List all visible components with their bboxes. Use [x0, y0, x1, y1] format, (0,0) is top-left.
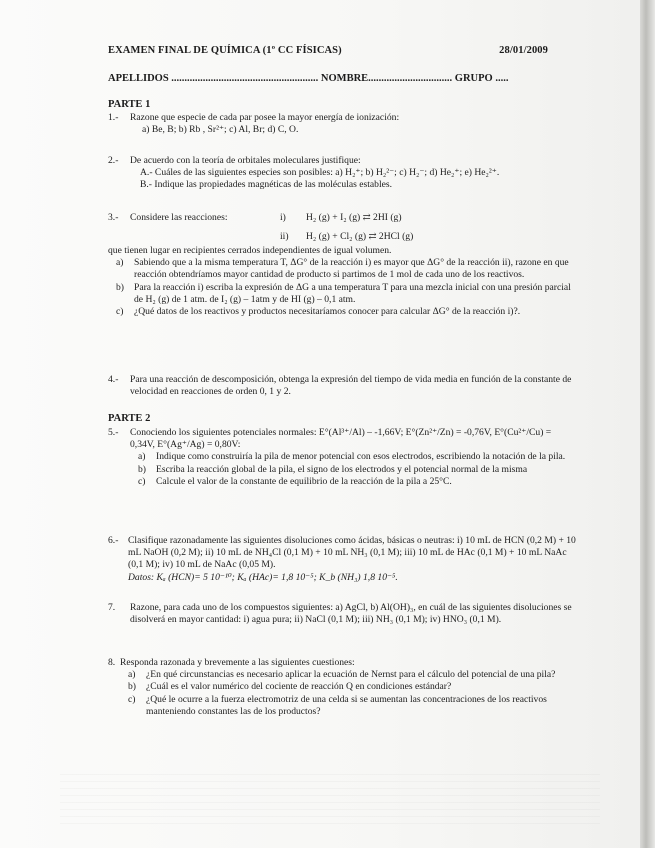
question-text: De acuerdo con la teoría de orbitales moleculares justifique: [130, 155, 361, 166]
question-text: que tienen lugar en recipientes cerrados independientes de igual volumen. [108, 245, 392, 256]
question-number: 3.- [108, 212, 119, 223]
question-text: Razone que especie de cada par posee la mayor energía de ionización: [130, 112, 400, 123]
question-part-b: b) Para la reacción i) escriba la expresión de ΔG a una temperatura T para una mezcla inicial con una presión parcial de H₂ (g) de 1 atm. de I₂ (g) – 1atm y de HI (g) – 0,1 atm. [116, 281, 571, 305]
question-1 [108, 112, 578, 136]
question-5 [108, 427, 578, 488]
question-number: 5.- [108, 427, 119, 438]
question-number: 2.- [108, 155, 119, 166]
question-part-c: c) ¿Qué le ocurre a la fuerza electromotriz de una celda si se aumentan las concentraciones de los reactivos manteniendo constantes las de los productos? [128, 693, 547, 717]
reaction-2: H₂ (g) + Cl₂ (g) ⇄ 2HCl (g) [306, 231, 414, 242]
question-text: Razone, para cada uno de los compuestos siguientes: a) AgCl, b) Al(OH)₃, en cuál de las siguientes disoluciones se disolverá en mayor cantidad: i) agua pura; ii) NaCl (0,1 M); iii) NH₃ (0,1 M); iv) HNO₃ (0,1 M). [130, 602, 572, 626]
section-title-parte-1: PARTE 1 [108, 99, 151, 110]
exam-date: 28/01/2009 [499, 45, 548, 56]
section-title-parte-2: PARTE 2 [108, 413, 151, 424]
question-3 [108, 212, 578, 318]
question-text: Responda razonada y brevemente a las siguientes cuestiones: [120, 657, 355, 668]
exam-title: EXAMEN FINAL DE QUÍMICA (1º CC FÍSICAS) [108, 45, 342, 56]
question-7 [108, 602, 578, 626]
exam-header [108, 45, 548, 56]
reaction-2-tag: ii) [280, 231, 289, 242]
question-part-c: c) Calcule el valor de la constante de equilibrio de la reacción de la pila a 25°C. [138, 475, 452, 487]
question-data: Datos: Kₐ (HCN)= 5 10⁻¹⁰; Kₐ (HAc)= 1,8 10⁻⁵; K_b (NH₃) 1,8 10⁻⁵. [128, 571, 398, 583]
question-part-a: a) Indique como construiría la pila de menor potencial con esos electrodos, escribiendo la notación de la pila. [138, 451, 566, 463]
reaction-1-tag: i) [280, 212, 286, 223]
name-fields-line: APELLIDOS ........................................................ NOMBRE................................ GRUPO ..... [108, 73, 509, 84]
question-number: 8. [108, 657, 116, 668]
question-part-a: A.- Cuáles de las siguientes especies son posibles: a) H₂⁺; b) H₂²⁻; c) H₂⁻; d) He₂⁺; e) He₂²⁺. [140, 167, 500, 179]
reaction-1: H₂ (g) + I₂ (g) ⇄ 2HI (g) [306, 212, 402, 223]
reactions-intro: Considere las reacciones: [130, 212, 228, 223]
question-text: Conociendo los siguientes potenciales normales: E°(Al³⁺/Al) – -1,66V; E°(Zn²⁺/Zn) = -0,76V, E°(Cu²⁺/Cu) = 0,34V, E°(Ag⁺/Ag) = 0,80V: [130, 427, 552, 451]
question-part-b: b) ¿Cuál es el valor numérico del cociente de reacción Q en condiciones estándar? [128, 681, 452, 693]
question-part-a: a) Sabiendo que a la misma temperatura T, ΔG° de la reacción i) es mayor que ΔG° de la reacción ii), razone en que reacción obtendríamos mayor cantidad de producto si partimos de 1 mol de cada uno de los reactivos. [116, 257, 569, 281]
scan-page-edge [640, 0, 655, 848]
question-4 [108, 374, 578, 398]
question-part-a: a) ¿En qué circunstancias es necesario aplicar la ecuación de Nernst para el cálculo del potencial de una pila? [128, 669, 556, 681]
question-2 [108, 155, 578, 192]
question-text: Clasifique razonadamente las siguientes disoluciones como ácidas, básicas o neutras: i) 10 mL de HCN (0,2 M) + 10 mL NaOH (0,2 M); ii) 10 mL de NH₄Cl (0,1 M) + 10 mL NH₃ (0,1 M); iii) 10 mL de HAc (0,1 M) + 10 mL NaAc (0,1 M); iv) 10 mL de NaAc (0,05 M). [128, 535, 576, 571]
question-number: 6.- [108, 535, 119, 546]
question-subitems: a) Be, B; b) Rb , Sr²⁺; c) Al, Br; d) C, O. [142, 124, 299, 136]
question-number: 7. [108, 602, 116, 613]
question-text: Para una reacción de descomposición, obtenga la expresión del tiempo de vida media en función de la constante de velocidad en reacciones de orden 0, 1 y 2. [130, 374, 572, 398]
question-number: 1.- [108, 112, 119, 123]
scan-bleed-through [60, 770, 600, 830]
question-8 [108, 657, 578, 718]
question-part-b: B.- Indique las propiedades magnéticas de las moléculas estables. [140, 179, 393, 191]
question-number: 4.- [108, 374, 119, 385]
question-part-b: b) Escriba la reacción global de la pila, el signo de los electrodos y el potencial normal de la misma [138, 463, 528, 475]
question-part-c: c) ¿Qué datos de los reactivos y productos necesitaríamos conocer para calcular ΔG° de la reacción i)?. [116, 306, 521, 318]
question-6 [108, 535, 578, 584]
